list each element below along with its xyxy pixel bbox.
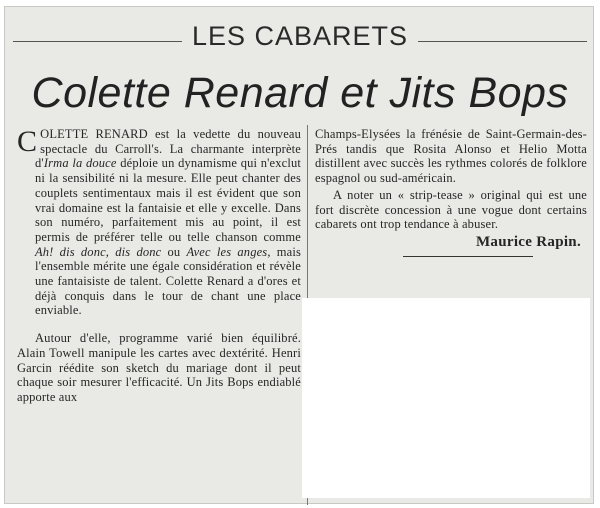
- article-paragraph: Champs-Elysées la frénésie de Saint-Germain-des-Prés tandis que Rosita Alonso et Helio Motta distillent avec succès les rythmes colorés de folklore espagnol ou sud-américain.: [315, 127, 587, 186]
- paragraph-text: OLETTE RENARD est la vedette du nouveau spectacle du Carroll's. La charmante interprète d': [35, 127, 301, 171]
- section-title: [5, 21, 595, 52]
- article-column-left: [17, 127, 301, 405]
- signature-rule: [403, 256, 533, 257]
- article-paragraph: Autour d'elle, programme varié bien équilibré. Alain Towell manipule les cartes avec dextérité. Henri Garcin réédite son sketch du mariage dont il peut chaque soir mesurer l'efficacité. Un Jits Bops endiablé apporte aux: [17, 331, 301, 404]
- drop-cap: C: [17, 125, 38, 158]
- song-title: Ah! dis donc, dis donc: [35, 244, 162, 259]
- song-title: Avec les anges: [186, 244, 268, 259]
- author-signature: Maurice Rapin.: [475, 233, 581, 250]
- article-headline: Colette Renard et Jits Bops: [31, 69, 569, 117]
- work-title: Irma la douce: [43, 156, 117, 171]
- paragraph-text: , mais l'ensemble mérite une égale considération et révèle une fantaisiste de talent. Colette Renard a d'ores et déjà conquis dans le tour de chant une place enviable.: [35, 244, 301, 318]
- blank-area: [302, 298, 590, 498]
- section-title-text: LES CABARETS: [182, 21, 418, 51]
- article-paragraph: [17, 125, 301, 318]
- paragraph-text: ou: [161, 244, 187, 259]
- paragraph-text: déploie un dynamisme qui n'exclut ni la sensibilité ni la mesure. Elle peut chanter des couplets sentimentaux mais il est évident que son vrai domaine est la fantaisie et elle y excelle. Dans son numéro, parfaitement mis au point, il est permis de préférer telle ou telle chanson comme: [35, 156, 301, 244]
- article-paragraph: A noter un « strip-tease » original qui est une fort discrète concession à une vogue dont certains cabarets ont trop tendance à abuser.: [315, 187, 587, 232]
- article-column-right: [315, 127, 587, 257]
